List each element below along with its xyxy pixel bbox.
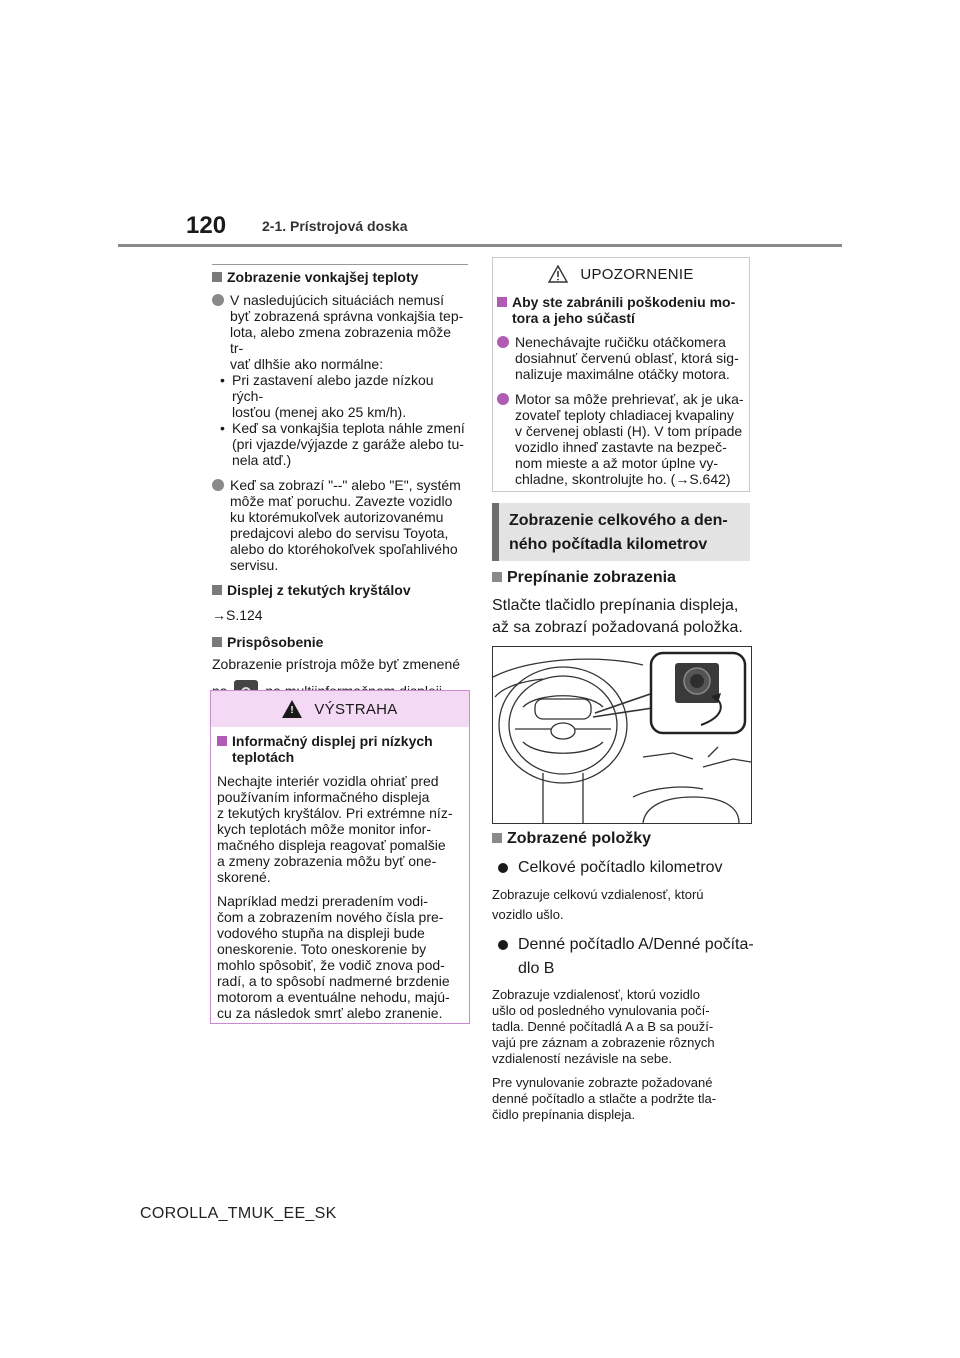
warning-header: ! VÝSTRAHA bbox=[211, 691, 469, 727]
dashboard-illustration bbox=[492, 646, 752, 824]
list-item: • Pri zastavení alebo jazde nízkou rých- losťou (menej ako 25 km/h). bbox=[220, 372, 434, 420]
warning-triangle-icon: ! bbox=[282, 700, 302, 718]
heading-displayed-items: Zobrazené položky bbox=[492, 828, 754, 850]
warning-body bbox=[211, 727, 469, 1021]
circle-bullet-icon bbox=[498, 863, 508, 873]
notice-para-1: Nenechávajte ručičku otáčkomera dosiahnuť červenú oblasť, ktorá sig- nalizuje maximálne otáčky motora. bbox=[497, 334, 745, 382]
page-number: 120 bbox=[186, 212, 227, 239]
malfunction-para: Keď sa zobrazí "--" alebo "E", systém môže mať poruchu. Zavezte vozidlo ku ktorémukoľvek autorizovanému predajcovi alebo do servisu Toyota, alebo do ktoréhokoľvek spoľahlivého servisu. bbox=[212, 477, 468, 573]
warning-heading: Informačný displej pri nízkych teplotách bbox=[217, 733, 463, 765]
warning-para-1: Nechajte interiér vozidla ohriať pred používaním informačného displeja z tekutých kryštálov. Pri extrémne níz- kych teplotách môže monitor infor- mačného displeja reagovať pomalšie a zmeny zobrazenia môžu byť one- skorené. bbox=[217, 773, 453, 885]
footer-doc-code: COROLLA_TMUK_EE_SK bbox=[140, 1205, 337, 1222]
square-bullet-icon bbox=[492, 833, 502, 843]
outside-temp-para: V nasledujúcich situáciách nemusí byť zobrazená správna vonkajšia tep- lota, alebo zmena zobrazenia môže tr- vať dlhšie ako normálne: bbox=[212, 292, 468, 372]
warning-box bbox=[210, 690, 470, 1024]
item-trip-meter-desc: Zobrazuje vzdialenosť, ktorú vozidlo ušlo od posledného vynulovania počí- tadla. Denné počítadlá A a B sa použí- vajú pre záznam a zobrazenie rôznych vzdialeností nezávisle na sebe. bbox=[492, 987, 715, 1066]
section-heading-bar: Zobrazenie celkového a den- ného počítadla kilometrov bbox=[492, 503, 750, 561]
displayed-items-section bbox=[492, 828, 754, 1123]
heading-customize: Prispôsobenie bbox=[212, 634, 468, 650]
circle-bullet-icon bbox=[212, 479, 224, 491]
notice-heading: Aby ste zabránili poškodeniu mo- tora a jeho súčastí bbox=[497, 294, 745, 326]
notice-header: UPOZORNENIE bbox=[493, 258, 749, 290]
steering-wheel-illustration bbox=[493, 647, 751, 823]
notice-body bbox=[493, 290, 749, 487]
notice-box bbox=[492, 257, 750, 492]
square-bullet-icon bbox=[217, 736, 227, 746]
lcd-reference: →S.124 bbox=[212, 607, 263, 623]
switching-section bbox=[492, 567, 754, 639]
circle-bullet-icon bbox=[498, 940, 508, 950]
circle-bullet-icon bbox=[212, 294, 224, 306]
caution-triangle-icon bbox=[548, 265, 568, 283]
square-bullet-icon bbox=[497, 297, 507, 307]
item-trip-meter: Denné počítadlo A/Denné počíta- dlo B bbox=[492, 933, 754, 981]
switching-text: Stlačte tlačidlo prepínania displeja, až sa zobrazí požadovaná položka. bbox=[492, 597, 743, 636]
item-trip-meter-reset: Pre vynulovanie zobrazte požadované denné počítadlo a stlačte a podržte tla- čidlo prepínania displeja. bbox=[492, 1075, 717, 1122]
heading-switching: Prepínanie zobrazenia bbox=[492, 567, 754, 589]
item-odometer: Celkové počítadlo kilometrov bbox=[492, 857, 754, 879]
square-bullet-icon bbox=[212, 637, 222, 647]
section-title: 2-1. Prístrojová doska bbox=[262, 218, 408, 234]
square-bullet-icon bbox=[212, 585, 222, 595]
outside-temp-bullets bbox=[212, 372, 468, 468]
header-rule bbox=[118, 244, 842, 247]
square-bullet-icon bbox=[212, 272, 222, 282]
circle-bullet-icon bbox=[497, 393, 509, 405]
notice-para-2: Motor sa môže prehrievať, ak je uka- zovateľ teploty chladiacej kvapaliny v červenej oblasti (H). V tom prípade vozidlo ihneď zastavte na bezpeč- nom mieste a až motor úplne vy- chladne, skontrolujte ho. (→S.642) bbox=[497, 391, 745, 487]
circle-bullet-icon bbox=[497, 336, 509, 348]
item-odometer-desc: Zobrazuje celkovú vzdialenosť, ktorú vozidlo ušlo. bbox=[492, 887, 704, 922]
left-top-rule bbox=[212, 264, 468, 265]
warning-para-2: Napríklad medzi preradením vodi- čom a zobrazením nového čísla pre- vodového stupňa na displeji bude oneskorenie. Toto oneskorenie by mohlo spôsobiť, že vodič znova pod- radí, a to spôsobí nadmerné brzdenie motorom a eventuálne nehodu, majú- cu za následok smrť alebo zranenie. bbox=[217, 893, 450, 1021]
list-item: • Keď sa vonkajšia teplota náhle zmení (pri vjazde/výjazde z garáže alebo tu- nela atď.) bbox=[220, 420, 465, 468]
heading-outside-temp: Zobrazenie vonkajšej teploty bbox=[212, 269, 468, 285]
square-bullet-icon bbox=[492, 572, 502, 582]
left-column: Zobrazenie vonkajšej teploty V nasledujúcich situáciách nemusí byť zobrazená správna vonkajšia tep- lota, alebo zmena zobrazenia môže tr- vať dlhšie ako normálne: • Pri zastavení alebo jazde nízkou rých- losťou (menej ako 25 km/h). • Keď sa vonkajšia teplota náhle zmení (pri vjazde/výjazde z garáže alebo tu- nela atď.) Keď sa zobrazí "--" alebo "E", systém môže mať poruchu. Zavezte vozidlo ku ktorémukoľvek autorizovanému predajcovi alebo do servisu Toyota, alebo do ktoréhokoľvek spoľahlivého servisu. Displej z tekutých kryštálov →S.124 Prispôsobenie Zobrazenie prístroja môže byť zmenené bbox=[212, 269, 468, 720]
heading-lcd: Displej z tekutých kryštálov bbox=[212, 582, 468, 598]
